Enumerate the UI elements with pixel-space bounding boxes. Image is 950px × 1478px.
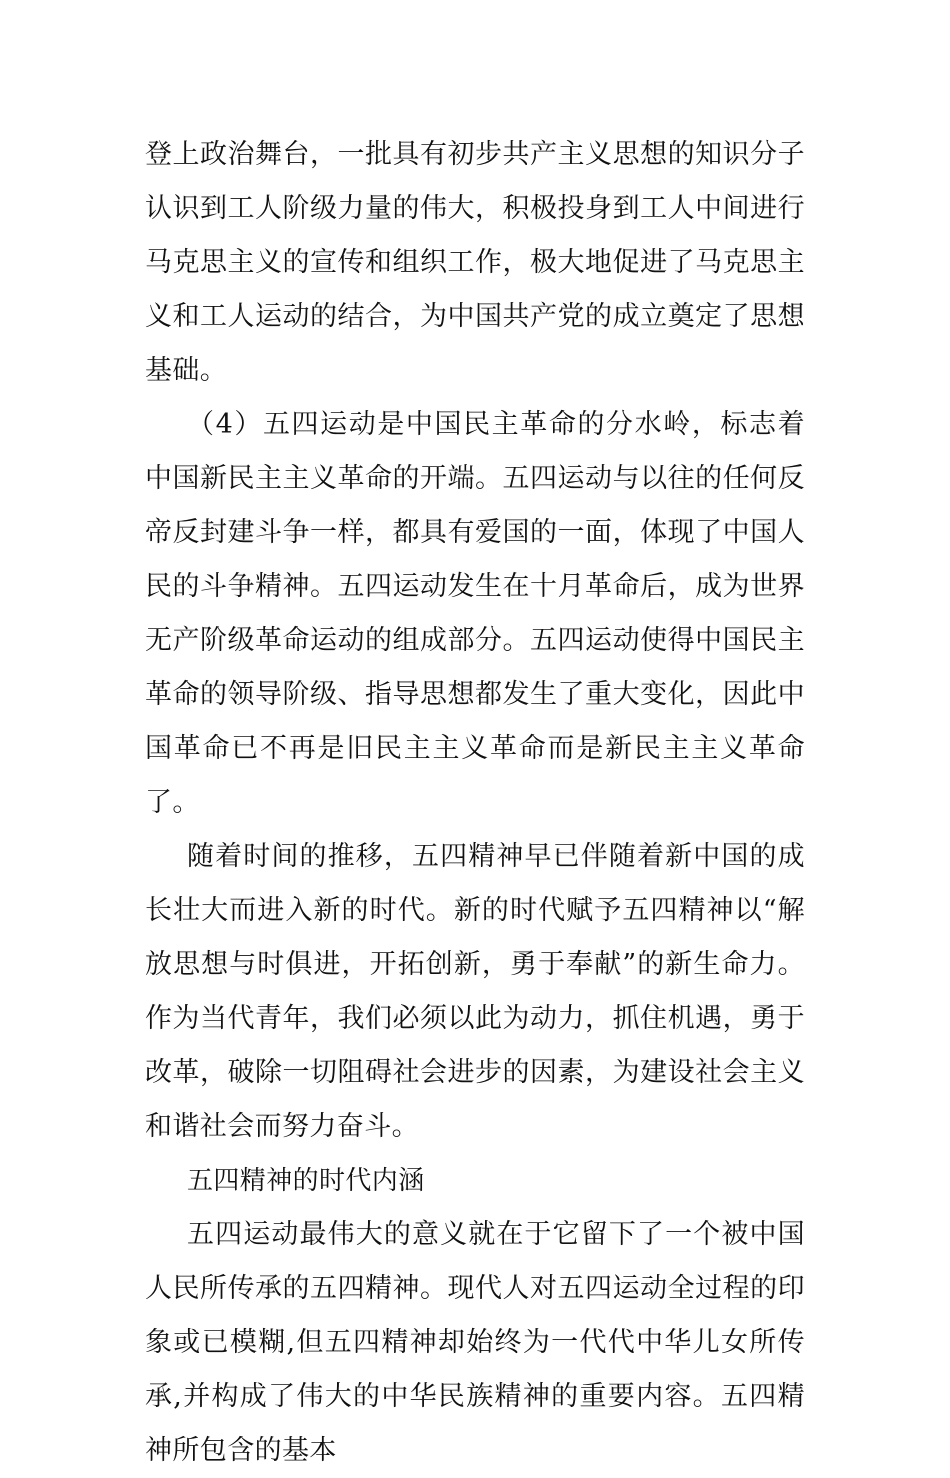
section-heading: 五四精神的时代内涵 (187, 1166, 425, 1196)
document-body (145, 128, 805, 1478)
paragraph-point-4: （4）五四运动是中国民主革命的分水岭，标志着中国新民主主义革命的开端。五四运动与以往的任何反帝反封建斗争一样，都具有爱国的一面，体现了中国人民的斗争精神。五四运动发生在十月革命后，成为世界无产阶级革命运动的组成部分。五四运动使得中国民主革命的领导阶级、指导思想都发生了重大变化，因此中国革命已不再是旧民主主义革命而是新民主主义革命了。 (145, 409, 805, 818)
paragraph-era: 随着时间的推移，五四精神早已伴随着新中国的成长壮大而进入新的时代。新的时代赋予五四精神以“解放思想与时俱进，开拓创新，勇于奉献”的新生命力。作为当代青年，我们必须以此为动力，抓住机遇，勇于改革，破除一切阻碍社会进步的因素，为建设社会主义和谐社会而努力奋斗。 (145, 841, 805, 1142)
paragraph-continued: 登上政治舞台，一批具有初步共产主义思想的知识分子认识到工人阶级力量的伟大，积极投身到工人中间进行马克思主义的宣传和组织工作，极大地促进了马克思主义和工人运动的结合，为中国共产党的成立奠定了思想基础。 (145, 139, 805, 386)
paragraph-significance: 五四运动最伟大的意义就在于它留下了一个被中国人民所传承的五四精神。现代人对五四运动全过程的印象或已模糊,但五四精神却始终为一代代中华儿女所传承,并构成了伟大的中华民族精神的重要内容。五四精神所包含的基本 (145, 1219, 805, 1466)
